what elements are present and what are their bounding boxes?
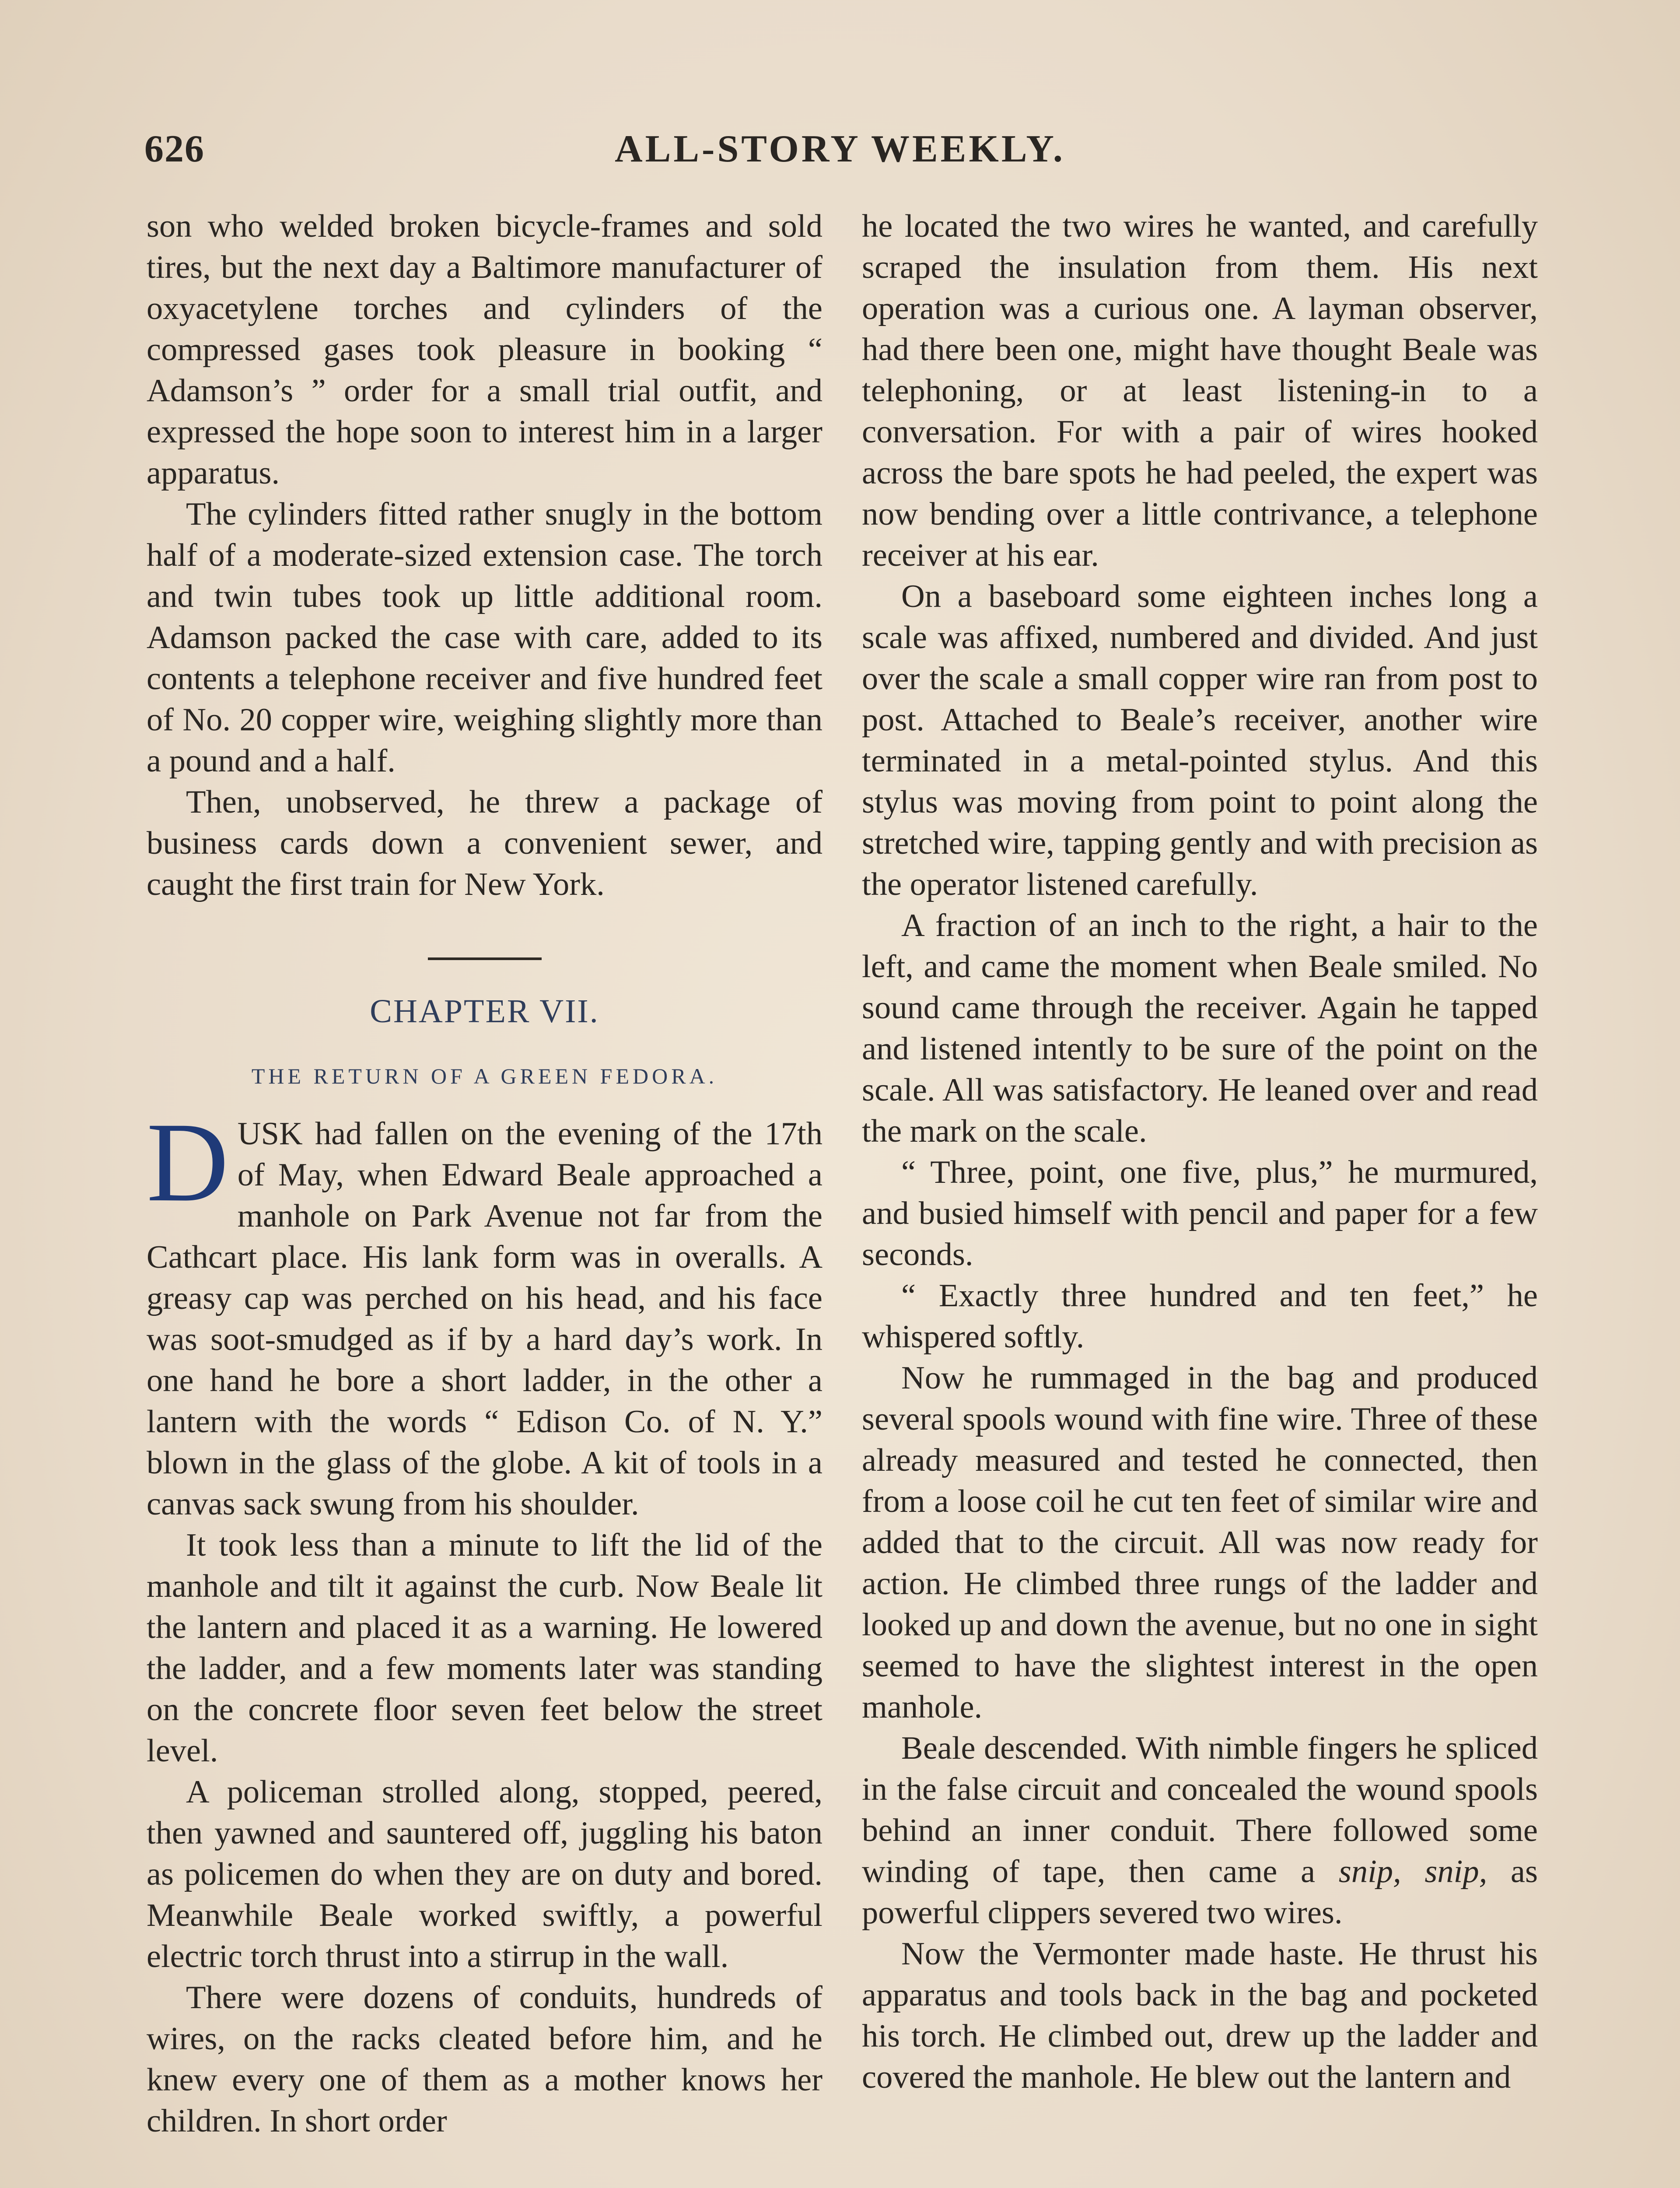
magazine-title: ALL-STORY WEEKLY. [615, 128, 1065, 170]
paragraph: son who welded broken bicycle-frames and sold tires, but the next day a Baltimore manufacturer of oxyacetylene torches and cylinders of the compressed gases took pleasure in booking “ Adamson’s ” order for a small trial outfit, and expressed the hope soon to interest him in a larger apparatus. [147, 208, 822, 491]
chapter-title: CHAPTER VII. [370, 993, 599, 1030]
paragraph [862, 1728, 1538, 1933]
left-column [147, 206, 822, 2142]
paragraph: he located the two wires he wanted, and carefully scraped the insulation from them. His next operation was a curious one. A layman observer, had there been one, might have thought Beale was telephoning, or at least listening-in to a conversation. For with a pair of wires hooked across the bare spots he had peeled, the expert was now bending over a little contrivance, a telephone receiver at his ear. [862, 208, 1538, 573]
italic-text: snip, snip, [1338, 1854, 1488, 1890]
paragraph: A fraction of an inch to the right, a hair to the left, and came the moment when Beale smiled. No sound came through the receiver. Again he tapped and listened intently to be sure of the point on the scale. All was satisfactory. He leaned over and read the mark on the scale. [862, 908, 1538, 1149]
chapter-subtitle: THE RETURN OF A GREEN FEDORA. [251, 1064, 718, 1088]
paragraph: It took less than a minute to lift the lid of the manhole and tilt it against the curb. Now Beale lit the lantern and placed it as a warning. He lowered the ladder, and a few moments later was standing on the concrete floor seven feet below the street level. [147, 1527, 822, 1769]
right-column [862, 206, 1538, 2098]
paragraph: Then, unobserved, he threw a package of business cards down a convenient sewer, and caught the first train for New York. [147, 784, 822, 902]
drop-cap: D [147, 1099, 229, 1225]
paragraph: “ Exactly three hundred and ten feet,” he whispered softly. [862, 1278, 1538, 1355]
paragraph-text: Beale descended. With nimble fingers he spliced in the false circuit and concealed the wound spools behind an inner conduit. There followed some winding of tape, then came a [862, 1730, 1538, 1890]
chapter-divider [428, 957, 542, 960]
paragraph: The cylinders fitted rather snugly in the bottom half of a moderate-sized extension case. The torch and twin tubes took up little additional room. Adamson packed the case with care, added to its contents a telephone receiver and five hundred feet of No. 20 copper wire, weighing slightly more than a pound and a half. [147, 496, 822, 779]
chapter-opening-paragraph [147, 1099, 822, 1525]
paragraph: “ Three, point, one five, plus,” he murmured, and busied himself with pencil and paper for a few seconds. [862, 1154, 1538, 1273]
paragraph: There were dozens of conduits, hundreds of wires, on the racks cleated before him, and he knew every one of them as a mother knows her children. In short order [147, 1980, 822, 2139]
paragraph-text: USK had fallen on the evening of the 17th of May, when Edward Beale approached a manhole on Park Avenue not far from the Cathcart place. His lank form was in overalls. A greasy cap was perched on his head, and his face was soot-smudged as if by a hard day’s work. In one hand he bore a short ladder, in the other a lantern with the words “ Edison Co. of N. Y.” blown in the glass of the globe. A kit of tools in a canvas sack swung from his shoulder. [147, 1116, 822, 1522]
paragraph-text: as powerful clippers severed two wires. [862, 1854, 1538, 1931]
page-number: 626 [144, 128, 205, 170]
paragraph: A policeman strolled along, stopped, peered, then yawned and sauntered off, juggling his baton as policemen do when they are on duty and bored. Meanwhile Beale worked swiftly, a powerful electric torch thrust into a stirrup in the wall. [147, 1774, 822, 1974]
page-header [144, 127, 1536, 184]
paragraph: Now he rummaged in the bag and produced several spools wound with fine wire. Three of these already measured and tested he connected, then from a loose coil he cut ten feet of similar wire and added that to the circuit. All was now ready for action. He climbed three rungs of the ladder and looked up and down the avenue, but no one in sight seemed to have the slightest interest in the open manhole. [862, 1360, 1538, 1725]
paragraph: Now the Vermonter made haste. He thrust his apparatus and tools back in the bag and pocketed his torch. He climbed out, drew up the ladder and covered the manhole. He blew out the lantern and [862, 1936, 1538, 2095]
paragraph: On a baseboard some eighteen inches long a scale was affixed, numbered and divided. And just over the scale a small copper wire ran from post to post. Attached to Beale’s receiver, another wire terminated in a metal-pointed stylus. And this stylus was moving from point to point along the stretched wire, tapping gently and with precision as the operator listened carefully. [862, 579, 1538, 902]
